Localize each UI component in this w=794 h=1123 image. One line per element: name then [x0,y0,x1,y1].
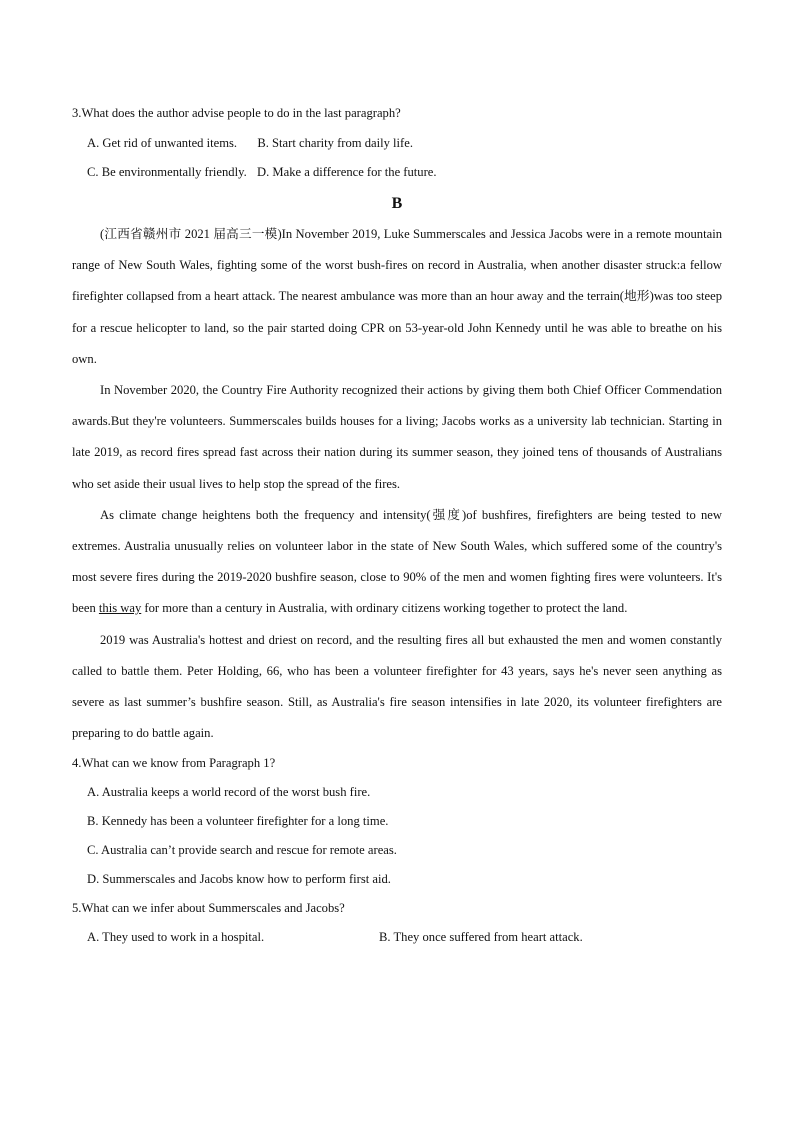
question-5-stem: 5.What can we infer about Summerscales and Jacobs? [72,901,345,916]
question-5-option-b: B. They once suffered from heart attack. [379,930,583,945]
question-4-stem: 4.What can we know from Paragraph 1? [72,756,276,771]
question-4-option-b: B. Kennedy has been a volunteer firefighter for a long time. [87,814,389,829]
document-page [72,98,722,952]
question-3-stem: 3.What does the author advise people to do in the last paragraph? [72,106,401,120]
question-3-option-d: D. Make a difference for the future. [257,165,437,179]
passage-paragraph-3-text-after: for more than a century in Australia, with ordinary citizens working together to protect the land. [141,601,628,616]
question-4-option-c: C. Australia can’t provide search and rescue for remote areas. [87,843,397,858]
question-3-option-b: B. Start charity from daily life. [257,136,413,150]
passage-paragraph-1 [72,219,722,375]
passage-paragraph-3-text-before: As climate change heightens both the frequency and intensity(强度)of bushfires, firefighters are being tested to new extremes. Australia unusually relies on volunteer labor in the state of New South Wales, which suffered some of the country's most severe fires during the 2019-2020 bushfire season, close to 90% of the men and women fighting fires were volunteers. It's been [72,507,722,616]
passage-paragraph-4 [72,625,722,750]
question-3-option-a: A. Get rid of unwanted items. [87,136,238,150]
passage-paragraph-1-text: (江西省赣州市 2021 届高三一模)In November 2019, Luke Summerscales and Jessica Jacobs were in a remote mountain range of New South Wales, fighting some of the worst bush-fires on record in Australia, when another disaster struck:a fellow firefighter collapsed from a heart attack. The nearest ambulance was more than an hour away and the terrain(地形)was too steep for a rescue helicopter to land, so the pair started doing CPR on 53-year-old John Kennedy until he was able to breathe on his own. [72,227,722,366]
passage-paragraph-4-text: 2019 was Australia's hottest and driest on record, and the resulting fires all but exhausted the men and women constantly called to battle them. Peter Holding, 66, who has been a volunteer firefighter for 43 years, says he's never seen anything as severe as last summer’s bushfire season. Still, as Australia's fire season intensifies in late 2020, its volunteer firefighters are preparing to do battle again. [72,632,722,741]
question-4-option-a: A. Australia keeps a world record of the worst bush fire. [87,785,371,800]
passage-paragraph-2 [72,375,722,500]
question-3-options-cd [72,158,722,187]
question-5-options-ab [72,923,722,952]
question-5-option-a: A. They used to work in a hospital. [87,930,265,945]
passage-paragraph-3 [72,500,722,625]
section-title: B [391,195,403,212]
question-3-option-c: C. Be environmentally friendly. [87,165,247,179]
question-3-options-ab [72,129,722,158]
question-4-option-d: D. Summerscales and Jacobs know how to perform first aid. [87,872,391,887]
underlined-phrase: this way [98,601,142,616]
passage-paragraph-2-text: In November 2020, the Country Fire Authority recognized their actions by giving them both Chief Officer Commendation awards.But they're volunteers. Summerscales builds houses for a living; Jacobs works as a university lab technician. Starting in late 2019, as record fires spread fast across their nation during its summer season, they joined tens of thousands of Australians who set aside their usual lives to help stop the spread of the fires. [72,383,722,491]
